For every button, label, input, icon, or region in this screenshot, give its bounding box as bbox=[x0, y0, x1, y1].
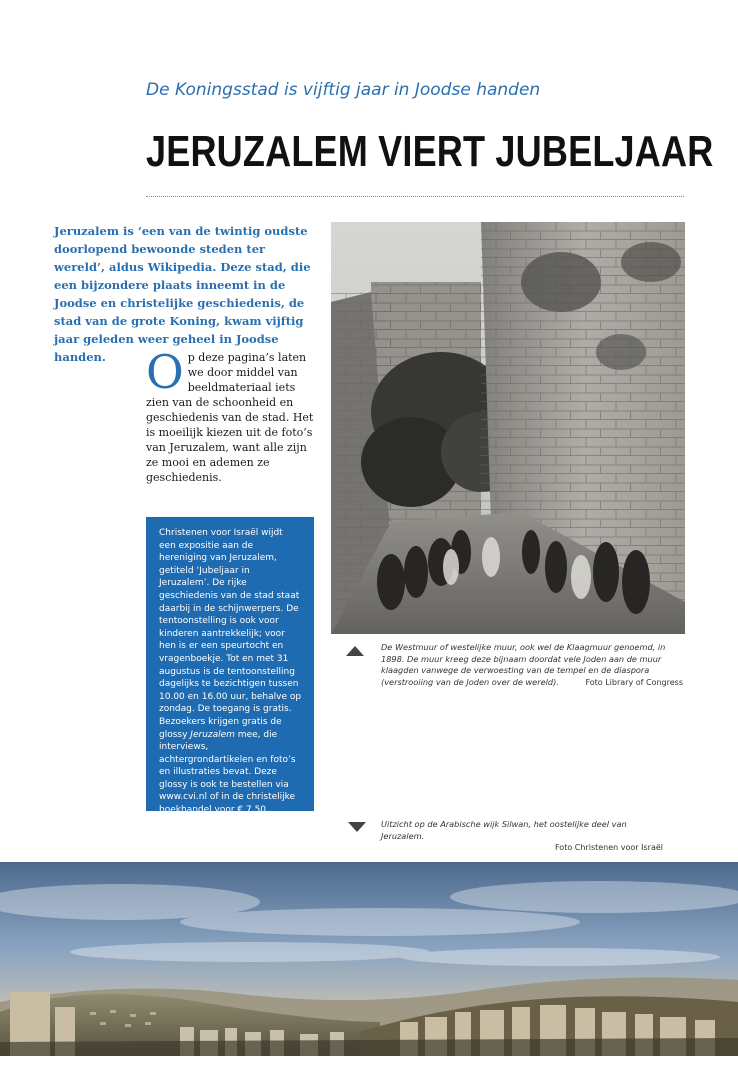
infobox-text-1: Christenen voor Israël wijdt een expositie aan de hereniging van Jeruzalem, getiteld ‘Jubeljaar in Jeruzalem’. De rijke geschiedenis van de stad staat daarbij in de schijnwerpers. De tentoonstelling is ook voor kinderen aantrekkelijk; voor hen is er een speurtocht en vragenboekje. Tot en met 31 augustus is de tentoonstelling dagelijks te bezichtigen tussen 10.00 en 16.00 uur, behalve op zondag. De toegang is gratis. Bezoekers krijgen gratis de glossy bbox=[159, 528, 302, 740]
article-kicker: De Koningsstad is vijftig jaar in Joodse handen bbox=[146, 80, 541, 100]
panorama-caption-text: Uitzicht op de Arabische wijk Silwan, het oostelijke deel van Jeruzalem. bbox=[381, 819, 627, 841]
article-headline: JERUZALEM VIERT JUBELJAAR bbox=[146, 127, 714, 176]
panorama-photo-caption bbox=[381, 818, 663, 854]
western-wall-photo bbox=[331, 222, 685, 634]
drop-cap: O bbox=[146, 345, 184, 399]
exhibition-infobox bbox=[146, 517, 314, 816]
silwan-panorama-photo bbox=[0, 862, 738, 1056]
infobox-glossy-title: Jeruzalem bbox=[190, 729, 235, 740]
article-intro: Jeruzalem is ‘een van de twintig oudste doorlopend bewoonde steden ter wereld’, aldus Wikipedia. Deze stad, die een bijzondere plaats inneemt in de Joodse en christelijke geschiedenis, de stad van de grote Koning, kwam vijftig jaar geleden weer geheel in Joodse handen. bbox=[54, 224, 311, 364]
wall-caption-text: De Westmuur of westelijke muur, ook wel de Klaagmuur genoemd, in 1898. De muur kreeg deze bijnaam doordat vele Joden aan de muur klaagden vanwege de verwoesting van de tempel en de diaspora (verstrooiing van de Joden over de wereld). bbox=[381, 642, 666, 687]
article-body-text: p deze pagina’s laten we door middel van beeldmateriaal iets zien van de schoonheid en geschiedenis van de stad. Het is moeilijk kiezen uit de foto’s van Jeruzalem, want alle zijn ze mooi en ademen ze geschiedenis. bbox=[146, 351, 314, 484]
triangle-down-icon bbox=[348, 822, 366, 832]
panorama-photo-credit: Foto Christenen voor Israël bbox=[554, 843, 663, 852]
article-body bbox=[146, 345, 318, 485]
wall-photo-credit: Foto Library of Congress bbox=[585, 677, 683, 687]
dotted-divider bbox=[146, 196, 684, 197]
triangle-up-icon bbox=[346, 646, 364, 656]
infobox-text-2: mee, die interviews, achtergrondartikelen en foto’s en illustraties bevat. Deze glossy is ook te bestellen via www.cvi.nl of in de christelijke boekhandel voor € 7,50. bbox=[159, 729, 296, 816]
wall-photo-caption bbox=[381, 642, 683, 688]
